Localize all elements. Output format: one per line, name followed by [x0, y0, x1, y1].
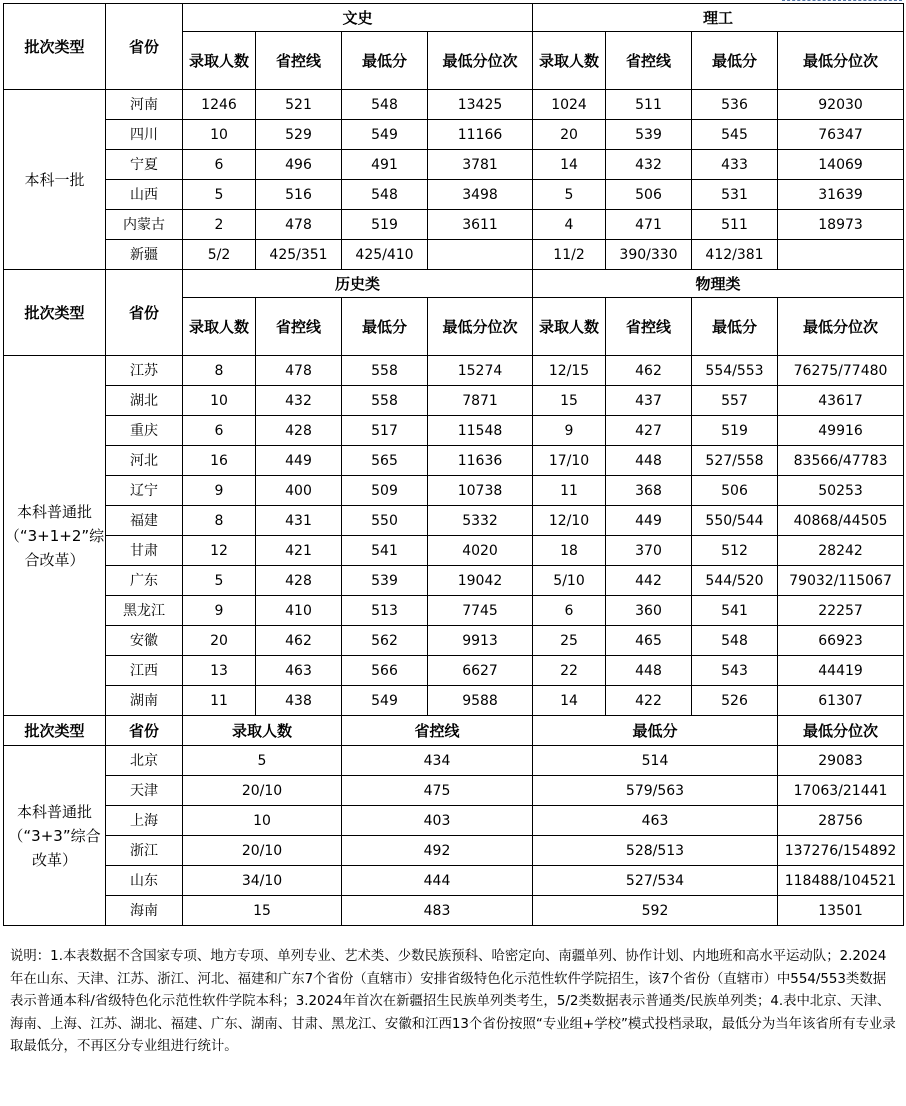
- min-score-cell: 412/381: [692, 240, 778, 270]
- control-line-cell: 478: [256, 210, 342, 240]
- admit-count-cell: 20: [533, 120, 606, 150]
- control-line-cell: 368: [606, 476, 692, 506]
- header-min-rank: 最低分位次: [428, 32, 533, 90]
- min-rank-cell: [428, 240, 533, 270]
- province-cell: 江苏: [106, 356, 183, 386]
- control-line-cell: 370: [606, 536, 692, 566]
- province-cell: 四川: [106, 120, 183, 150]
- min-rank-cell: 7745: [428, 596, 533, 626]
- min-rank-cell: 22257: [778, 596, 904, 626]
- batch-name-cell: 本科普通批（“3+1+2”综合改革）: [4, 356, 106, 716]
- province-cell: 宁夏: [106, 150, 183, 180]
- admit-count-cell: 5/10: [533, 566, 606, 596]
- province-cell: 安徽: [106, 626, 183, 656]
- min-score-cell: 528/513: [533, 836, 778, 866]
- province-cell: 江西: [106, 656, 183, 686]
- min-rank-cell: 83566/47783: [778, 446, 904, 476]
- province-cell: 新疆: [106, 240, 183, 270]
- min-score-cell: 565: [342, 446, 428, 476]
- min-score-cell: 541: [342, 536, 428, 566]
- control-line-cell: 410: [256, 596, 342, 626]
- control-line-cell: 428: [256, 416, 342, 446]
- table-row: [4, 896, 904, 926]
- admit-count-cell: 5/2: [183, 240, 256, 270]
- min-rank-cell: 11166: [428, 120, 533, 150]
- min-score-cell: 527/534: [533, 866, 778, 896]
- admit-count-cell: 6: [183, 416, 256, 446]
- control-line-cell: 449: [256, 446, 342, 476]
- table-row: [4, 446, 904, 476]
- table-row: [4, 180, 904, 210]
- admit-count-cell: 11: [183, 686, 256, 716]
- province-cell: 湖南: [106, 686, 183, 716]
- min-score-cell: 527/558: [692, 446, 778, 476]
- min-score-cell: 519: [692, 416, 778, 446]
- province-cell: 北京: [106, 746, 183, 776]
- control-line-cell: 521: [256, 90, 342, 120]
- admit-count-cell: 1024: [533, 90, 606, 120]
- min-rank-cell: 10738: [428, 476, 533, 506]
- header-admit-count: 录取人数: [183, 298, 256, 356]
- min-score-cell: 548: [342, 180, 428, 210]
- min-score-cell: 592: [533, 896, 778, 926]
- min-rank-cell: 118488/104521: [778, 866, 904, 896]
- province-cell: 海南: [106, 896, 183, 926]
- control-line-cell: 539: [606, 120, 692, 150]
- province-cell: 辽宁: [106, 476, 183, 506]
- control-line-cell: 400: [256, 476, 342, 506]
- control-line-cell: 478: [256, 356, 342, 386]
- control-line-cell: 492: [342, 836, 533, 866]
- min-rank-cell: 28242: [778, 536, 904, 566]
- min-score-cell: 517: [342, 416, 428, 446]
- header-min-rank: 最低分位次: [778, 716, 904, 746]
- header-admit-count: 录取人数: [533, 32, 606, 90]
- admit-count-cell: 18: [533, 536, 606, 566]
- min-rank-cell: 40868/44505: [778, 506, 904, 536]
- control-line-cell: 462: [256, 626, 342, 656]
- min-score-cell: 558: [342, 386, 428, 416]
- min-rank-cell: 43617: [778, 386, 904, 416]
- table-row: [4, 210, 904, 240]
- admit-count-cell: 5: [533, 180, 606, 210]
- min-rank-cell: 66923: [778, 626, 904, 656]
- control-line-cell: 444: [342, 866, 533, 896]
- min-score-cell: 562: [342, 626, 428, 656]
- province-cell: 浙江: [106, 836, 183, 866]
- header-min-rank: 最低分位次: [428, 298, 533, 356]
- min-rank-cell: 15274: [428, 356, 533, 386]
- min-score-cell: 491: [342, 150, 428, 180]
- admit-count-cell: 34/10: [183, 866, 342, 896]
- min-rank-cell: 3781: [428, 150, 533, 180]
- admit-count-cell: 20/10: [183, 776, 342, 806]
- province-cell: 广东: [106, 566, 183, 596]
- table-row: [4, 150, 904, 180]
- min-score-cell: 531: [692, 180, 778, 210]
- admit-count-cell: 14: [533, 150, 606, 180]
- admit-count-cell: 9: [183, 596, 256, 626]
- min-rank-cell: 13501: [778, 896, 904, 926]
- min-score-cell: 463: [533, 806, 778, 836]
- table-row: [4, 746, 904, 776]
- header-batch-type: 批次类型: [4, 716, 106, 746]
- control-line-cell: 431: [256, 506, 342, 536]
- table-row: [4, 476, 904, 506]
- control-line-cell: 471: [606, 210, 692, 240]
- min-score-cell: 539: [342, 566, 428, 596]
- admit-count-cell: 14: [533, 686, 606, 716]
- min-rank-cell: 79032/115067: [778, 566, 904, 596]
- header-min-score: 最低分: [342, 32, 428, 90]
- min-rank-cell: 3498: [428, 180, 533, 210]
- min-score-cell: 541: [692, 596, 778, 626]
- section-batch-33: [4, 716, 904, 926]
- header-control-line: 省控线: [606, 298, 692, 356]
- control-line-cell: 360: [606, 596, 692, 626]
- admit-count-cell: 20: [183, 626, 256, 656]
- header-control-line: 省控线: [256, 32, 342, 90]
- min-score-cell: 549: [342, 120, 428, 150]
- province-cell: 天津: [106, 776, 183, 806]
- admit-count-cell: 5: [183, 180, 256, 210]
- min-score-cell: 545: [692, 120, 778, 150]
- header-admit-count: 录取人数: [183, 716, 342, 746]
- min-score-cell: 512: [692, 536, 778, 566]
- province-cell: 山东: [106, 866, 183, 896]
- min-score-cell: 557: [692, 386, 778, 416]
- admit-count-cell: 12/15: [533, 356, 606, 386]
- admit-count-cell: 6: [533, 596, 606, 626]
- section-batch-1: [4, 4, 904, 270]
- control-line-cell: 442: [606, 566, 692, 596]
- header-control-line: 省控线: [606, 32, 692, 90]
- control-line-cell: 403: [342, 806, 533, 836]
- province-cell: 河南: [106, 90, 183, 120]
- min-rank-cell: 5332: [428, 506, 533, 536]
- min-rank-cell: 17063/21441: [778, 776, 904, 806]
- table-row: [4, 776, 904, 806]
- control-line-cell: 529: [256, 120, 342, 150]
- admit-count-cell: 9: [533, 416, 606, 446]
- admit-count-cell: 22: [533, 656, 606, 686]
- admit-count-cell: 10: [183, 120, 256, 150]
- province-cell: 上海: [106, 806, 183, 836]
- header-min-rank: 最低分位次: [778, 32, 904, 90]
- table-row: [4, 240, 904, 270]
- table-row: [4, 536, 904, 566]
- min-score-cell: 543: [692, 656, 778, 686]
- min-rank-cell: 31639: [778, 180, 904, 210]
- admit-count-cell: 8: [183, 356, 256, 386]
- min-rank-cell: 13425: [428, 90, 533, 120]
- min-rank-cell: 50253: [778, 476, 904, 506]
- control-line-cell: 437: [606, 386, 692, 416]
- table-row: [4, 626, 904, 656]
- admit-count-cell: 5: [183, 566, 256, 596]
- min-rank-cell: 76347: [778, 120, 904, 150]
- min-rank-cell: 18973: [778, 210, 904, 240]
- admit-count-cell: 6: [183, 150, 256, 180]
- table-row: [4, 386, 904, 416]
- min-score-cell: 509: [342, 476, 428, 506]
- admit-count-cell: 12: [183, 536, 256, 566]
- min-rank-cell: 9913: [428, 626, 533, 656]
- header-control-line: 省控线: [342, 716, 533, 746]
- admit-count-cell: 15: [183, 896, 342, 926]
- control-line-cell: 465: [606, 626, 692, 656]
- min-rank-cell: [778, 240, 904, 270]
- table-row: [4, 90, 904, 120]
- min-score-cell: 548: [692, 626, 778, 656]
- control-line-cell: 425/351: [256, 240, 342, 270]
- min-score-cell: 544/520: [692, 566, 778, 596]
- min-score-cell: 549: [342, 686, 428, 716]
- min-score-cell: 511: [692, 210, 778, 240]
- admit-count-cell: 25: [533, 626, 606, 656]
- header-min-score: 最低分: [692, 32, 778, 90]
- control-line-cell: 449: [606, 506, 692, 536]
- admit-count-cell: 4: [533, 210, 606, 240]
- min-rank-cell: 19042: [428, 566, 533, 596]
- min-rank-cell: 4020: [428, 536, 533, 566]
- admit-count-cell: 5: [183, 746, 342, 776]
- admit-count-cell: 2: [183, 210, 256, 240]
- header-min-rank: 最低分位次: [778, 298, 904, 356]
- min-rank-cell: 11636: [428, 446, 533, 476]
- control-line-cell: 448: [606, 446, 692, 476]
- header-group-ligong: 理工: [533, 4, 904, 32]
- admit-count-cell: 1246: [183, 90, 256, 120]
- min-rank-cell: 44419: [778, 656, 904, 686]
- admit-count-cell: 13: [183, 656, 256, 686]
- min-score-cell: 550: [342, 506, 428, 536]
- header-group-physics: 物理类: [533, 270, 904, 298]
- footnote: 说明：1.本表数据不含国家专项、地方专项、单列专业、艺术类、少数民族预科、哈密定向、南疆单列、协作计划、内地班和高水平运动队；2.2024年在山东、天津、江苏、浙江、河北、福建和广东7个省份（直辖市）安排省级特色化示范性软件学院招生，该7个省份（直辖市）中554/553类数据表示普通本科/省级特色化示范性软件学院本科；3.2024年首次在新疆招生民族单列类考生，5/2类数据表示普通类/民族单列类；4.表中北京、天津、海南、上海、江苏、湖北、福建、广东、湖南、甘肃、黑龙江、安徽和江西13个省份按照“专业组+学校”模式投档录取，最低分为当年该省所有专业录取最低分，不再区分专业组进行统计。: [10, 949, 896, 1054]
- min-score-cell: 433: [692, 150, 778, 180]
- min-score-cell: 579/563: [533, 776, 778, 806]
- min-score-cell: 536: [692, 90, 778, 120]
- min-score-cell: 519: [342, 210, 428, 240]
- header-batch-type: 批次类型: [4, 4, 106, 90]
- header-province: 省份: [106, 270, 183, 356]
- min-rank-cell: 11548: [428, 416, 533, 446]
- min-rank-cell: 28756: [778, 806, 904, 836]
- admit-count-cell: 10: [183, 386, 256, 416]
- control-line-cell: 421: [256, 536, 342, 566]
- table-row: [4, 656, 904, 686]
- province-cell: 重庆: [106, 416, 183, 446]
- header-min-score: 最低分: [533, 716, 778, 746]
- control-line-cell: 448: [606, 656, 692, 686]
- table-row: [4, 416, 904, 446]
- min-score-cell: 566: [342, 656, 428, 686]
- min-score-cell: 554/553: [692, 356, 778, 386]
- min-rank-cell: 137276/154892: [778, 836, 904, 866]
- header-min-score: 最低分: [692, 298, 778, 356]
- table-row: [4, 120, 904, 150]
- control-line-cell: 475: [342, 776, 533, 806]
- min-rank-cell: 14069: [778, 150, 904, 180]
- table-row: [4, 806, 904, 836]
- province-cell: 福建: [106, 506, 183, 536]
- min-score-cell: 526: [692, 686, 778, 716]
- min-score-cell: 548: [342, 90, 428, 120]
- min-score-cell: 558: [342, 356, 428, 386]
- table-row: [4, 866, 904, 896]
- header-admit-count: 录取人数: [533, 298, 606, 356]
- admit-count-cell: 11: [533, 476, 606, 506]
- header-group-wenshi: 文史: [183, 4, 533, 32]
- admit-count-cell: 10: [183, 806, 342, 836]
- min-rank-cell: 7871: [428, 386, 533, 416]
- min-score-cell: 506: [692, 476, 778, 506]
- header-group-history: 历史类: [183, 270, 533, 298]
- table-row: [4, 506, 904, 536]
- header-min-score: 最低分: [342, 298, 428, 356]
- province-cell: 甘肃: [106, 536, 183, 566]
- control-line-cell: 390/330: [606, 240, 692, 270]
- admit-count-cell: 17/10: [533, 446, 606, 476]
- province-cell: 山西: [106, 180, 183, 210]
- control-line-cell: 427: [606, 416, 692, 446]
- control-line-cell: 516: [256, 180, 342, 210]
- admit-count-cell: 8: [183, 506, 256, 536]
- min-score-cell: 550/544: [692, 506, 778, 536]
- table-row: [4, 356, 904, 386]
- admission-score-table: [3, 3, 904, 926]
- control-line-cell: 432: [256, 386, 342, 416]
- min-rank-cell: 3611: [428, 210, 533, 240]
- min-rank-cell: 61307: [778, 686, 904, 716]
- province-cell: 湖北: [106, 386, 183, 416]
- province-cell: 黑龙江: [106, 596, 183, 626]
- control-line-cell: 428: [256, 566, 342, 596]
- header-province: 省份: [106, 4, 183, 90]
- table-row: [4, 836, 904, 866]
- batch-name-cell: 本科一批: [4, 90, 106, 270]
- control-line-cell: 496: [256, 150, 342, 180]
- admit-count-cell: 11/2: [533, 240, 606, 270]
- min-score-cell: 514: [533, 746, 778, 776]
- min-rank-cell: 29083: [778, 746, 904, 776]
- min-rank-cell: 49916: [778, 416, 904, 446]
- table-row: [4, 596, 904, 626]
- control-line-cell: 511: [606, 90, 692, 120]
- min-rank-cell: 92030: [778, 90, 904, 120]
- header-admit-count: 录取人数: [183, 32, 256, 90]
- section-batch-312: [4, 270, 904, 716]
- admit-count-cell: 12/10: [533, 506, 606, 536]
- control-line-cell: 438: [256, 686, 342, 716]
- min-rank-cell: 6627: [428, 656, 533, 686]
- min-rank-cell: 9588: [428, 686, 533, 716]
- control-line-cell: 422: [606, 686, 692, 716]
- min-score-cell: 513: [342, 596, 428, 626]
- province-cell: 河北: [106, 446, 183, 476]
- min-score-cell: 425/410: [342, 240, 428, 270]
- control-line-cell: 463: [256, 656, 342, 686]
- header-control-line: 省控线: [256, 298, 342, 356]
- control-line-cell: 462: [606, 356, 692, 386]
- table-row: [4, 686, 904, 716]
- header-batch-type: 批次类型: [4, 270, 106, 356]
- admit-count-cell: 9: [183, 476, 256, 506]
- control-line-cell: 483: [342, 896, 533, 926]
- province-cell: 内蒙古: [106, 210, 183, 240]
- header-province: 省份: [106, 716, 183, 746]
- admit-count-cell: 16: [183, 446, 256, 476]
- table-row: [4, 566, 904, 596]
- batch-name-cell: 本科普通批（“3+3”综合改革）: [4, 746, 106, 926]
- admit-count-cell: 20/10: [183, 836, 342, 866]
- control-line-cell: 432: [606, 150, 692, 180]
- control-line-cell: 506: [606, 180, 692, 210]
- min-rank-cell: 76275/77480: [778, 356, 904, 386]
- admit-count-cell: 15: [533, 386, 606, 416]
- control-line-cell: 434: [342, 746, 533, 776]
